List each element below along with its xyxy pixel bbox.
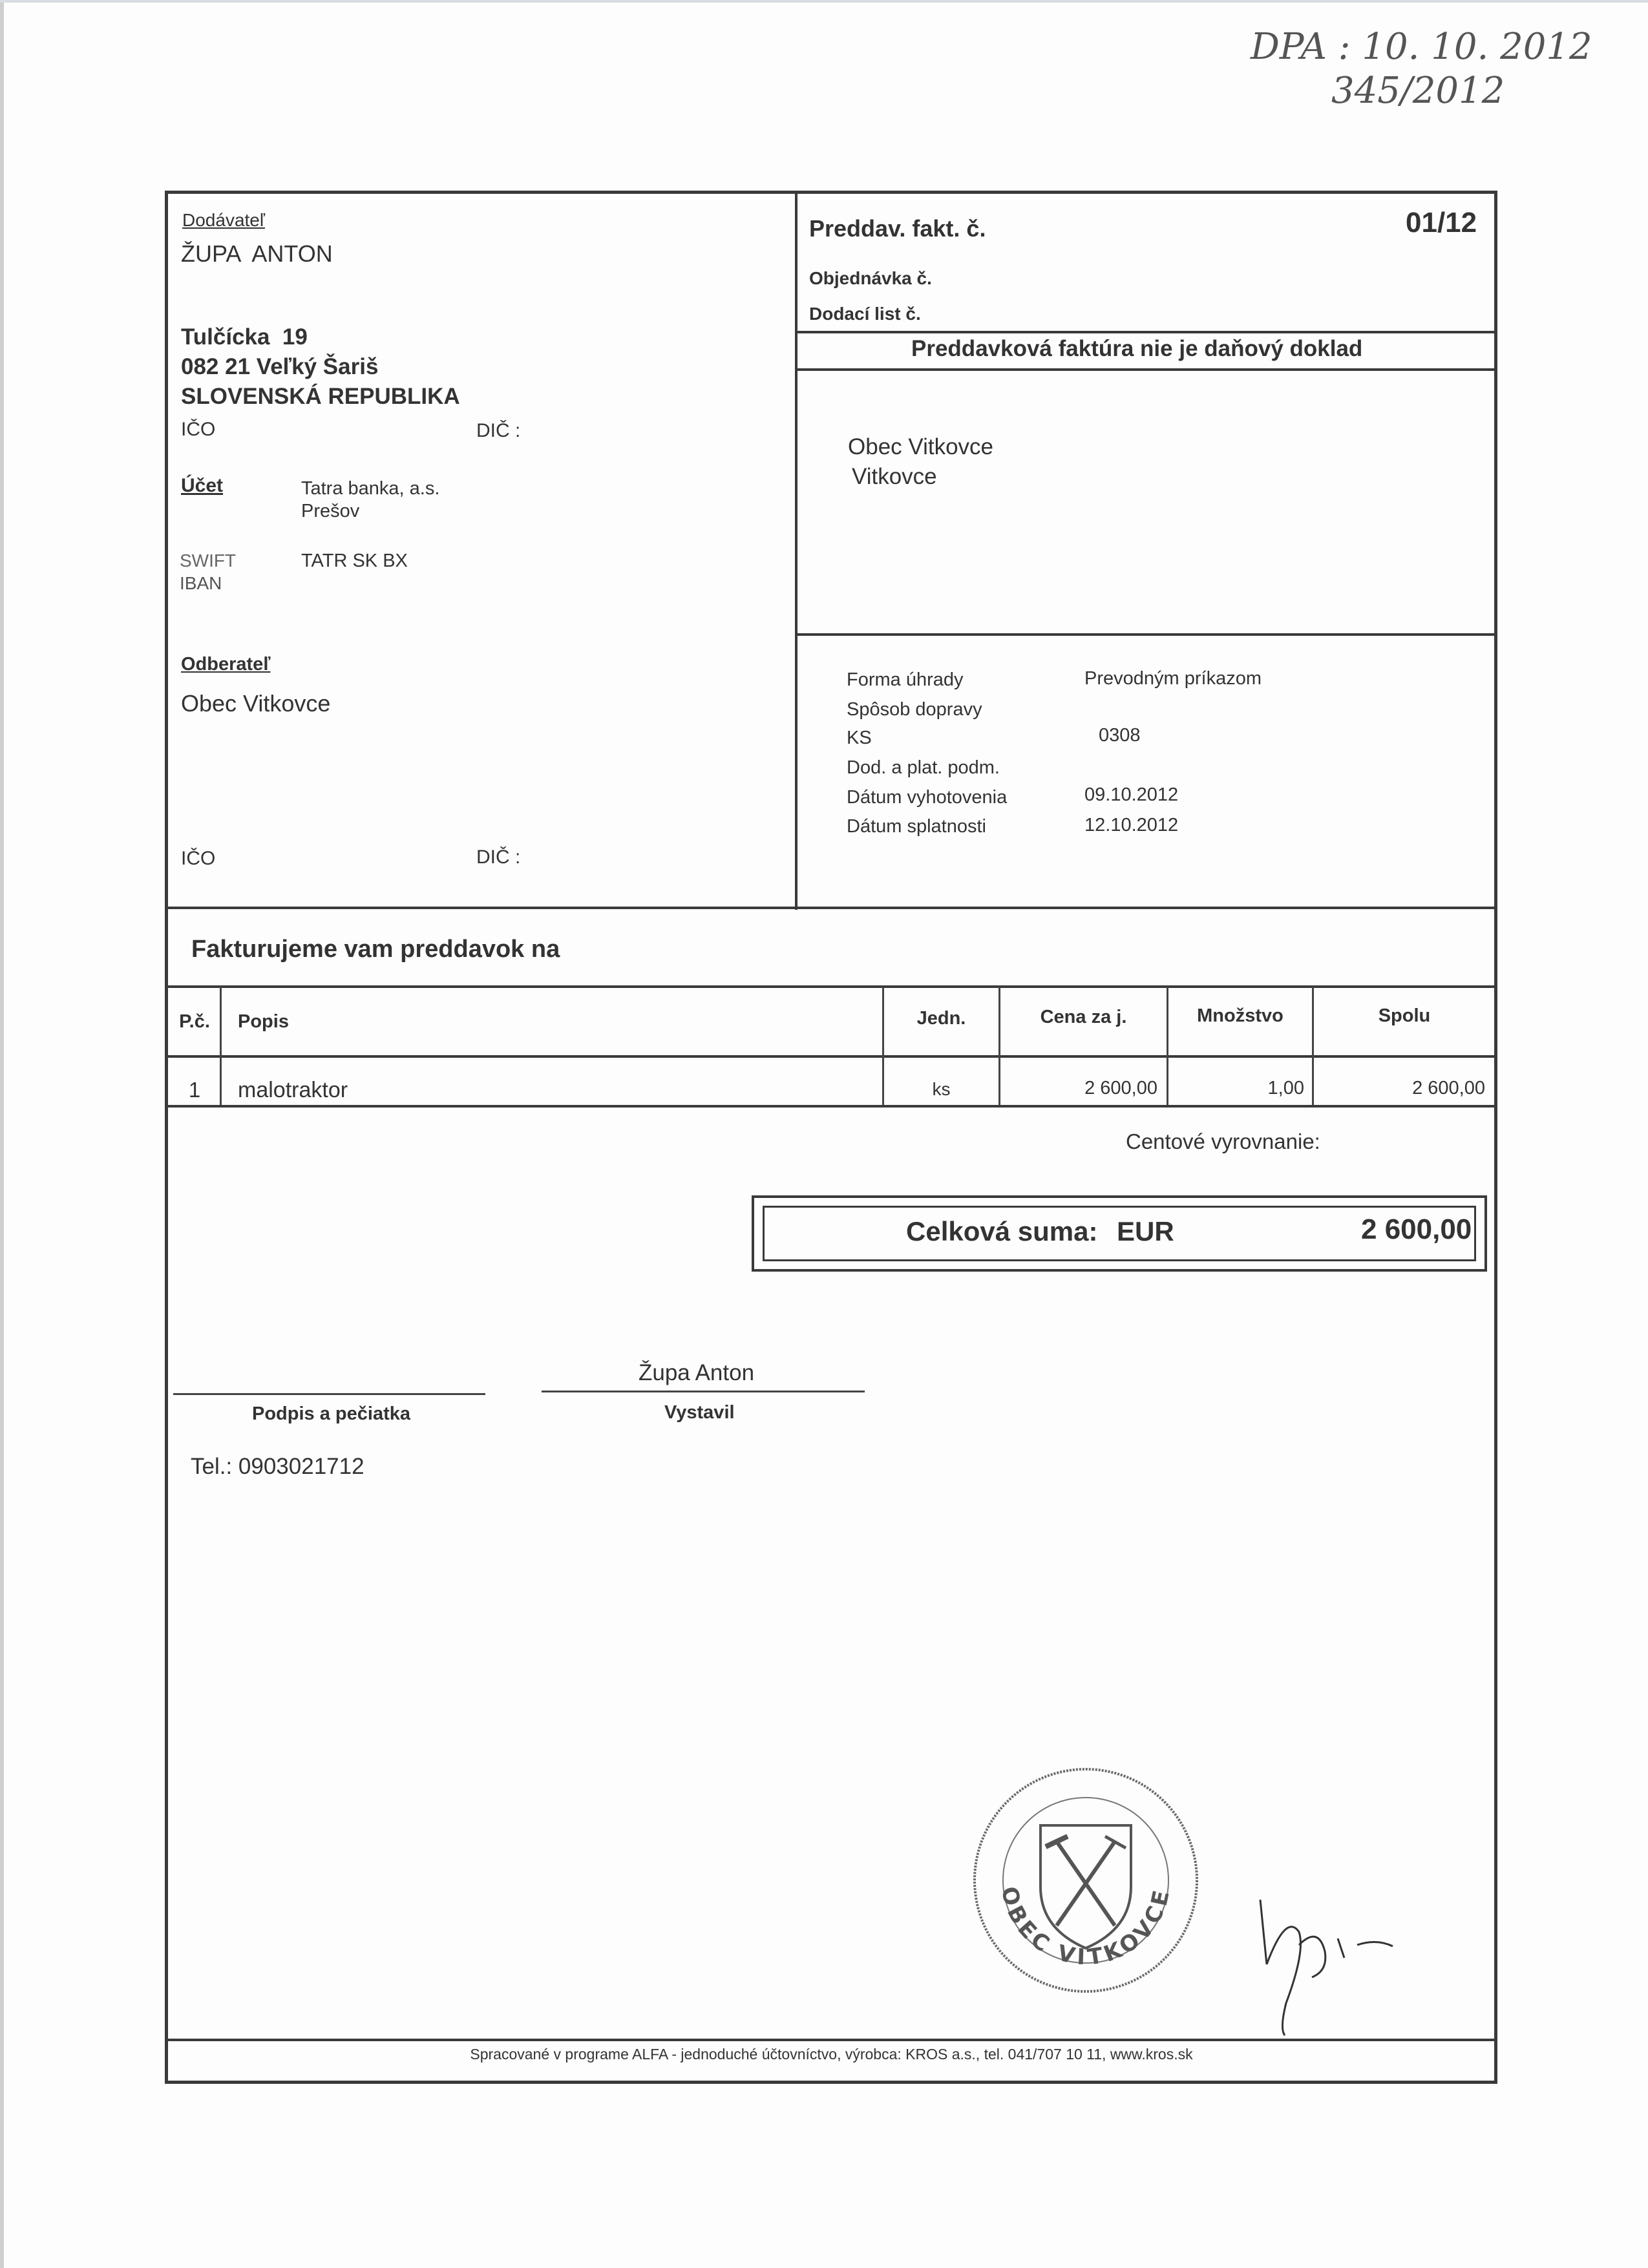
stamp-text: OBEC VITKOVCE: [995, 1884, 1176, 1971]
table-top-line: [167, 985, 1496, 988]
stamp-signature-line: [173, 1393, 485, 1395]
col-header-pc: P.č.: [179, 1011, 210, 1032]
footer-line: [167, 2039, 1496, 2041]
top-divider: [795, 193, 798, 910]
customer-heading: Odberateľ: [181, 654, 271, 675]
col-header-cena: Cena za j.: [1040, 1007, 1127, 1027]
issuer-label: Vystavil: [664, 1402, 735, 1423]
svg-text:OBEC VITKOVCE: [996, 1884, 1176, 1971]
supplier-street: Tulčícka 19: [181, 324, 308, 350]
payment-label-2: KS: [847, 728, 872, 748]
swift-value: TATR SK BX: [301, 551, 408, 571]
col-header-popis: Popis: [238, 1011, 289, 1032]
payment-label-0: Forma úhrady: [847, 669, 964, 690]
row-pc: 1: [188, 1078, 201, 1102]
row-jedn: ks: [932, 1079, 951, 1099]
col-header-jedn: Jedn.: [916, 1008, 966, 1029]
payment-value-4: 09.10.2012: [1084, 784, 1179, 805]
table-header-bottom: [167, 1055, 1496, 1058]
invoice-number: 01/12: [1406, 207, 1477, 238]
payment-value-2: 0308: [1099, 725, 1141, 746]
col-header-spolu: Spolu: [1378, 1005, 1431, 1026]
rounding-label: Centové vyrovnanie:: [1126, 1129, 1320, 1153]
total-amount: 2 600,00: [1361, 1213, 1472, 1245]
customer-ico-label: IČO: [181, 848, 216, 869]
col-header-mnozstvo: Množstvo: [1197, 1005, 1284, 1026]
notice-top-line: [796, 331, 1496, 333]
invoice-notice: Preddavková faktúra nie je daňový doklad: [911, 336, 1363, 361]
issuer-signature-line: [542, 1391, 865, 1392]
supplier-country: SLOVENSKÁ REPUBLIKA: [181, 384, 460, 409]
row-mnozstvo: 1,00: [1267, 1078, 1304, 1098]
bank-city: Prešov: [301, 501, 360, 521]
payment-value-0: Prevodným príkazom: [1084, 668, 1262, 689]
invoice-number-label: Preddav. fakt. č.: [809, 215, 986, 242]
supplier-dic-label: DIČ :: [476, 420, 521, 441]
intro-text: Fakturujeme vam preddavok na: [191, 936, 560, 963]
row-popis: malotraktor: [238, 1078, 348, 1102]
table-bottom-line: [167, 1105, 1496, 1108]
supplier-heading: Dodávateľ: [182, 210, 266, 230]
account-label: Účet: [181, 475, 224, 496]
issuer-name: Župa Anton: [639, 1360, 755, 1385]
municipal-stamp-icon: [969, 1764, 1202, 1997]
stamp-signature-label: Podpis a pečiatka: [252, 1403, 410, 1424]
signature-scribble-icon: [1247, 1874, 1402, 2042]
notice-bottom-line: [796, 368, 1496, 371]
handwritten-ref-note: 345/2012: [1331, 70, 1505, 112]
payment-label-5: Dátum splatnosti: [847, 816, 986, 837]
scan-left-edge: [0, 0, 4, 2268]
payment-label-4: Dátum vyhotovenia: [847, 787, 1008, 808]
total-label: Celková suma:: [906, 1216, 1098, 1246]
recipient-line1: Obec Vitkovce: [848, 434, 994, 459]
col-line-1: [220, 987, 222, 1105]
total-currency: EUR: [1117, 1216, 1174, 1246]
handwritten-date-note: DPA : 10. 10. 2012: [1251, 26, 1592, 68]
customer-dic-label: DIČ :: [476, 846, 521, 868]
iban-label: IBAN: [180, 573, 222, 593]
recipient-bottom-line: [796, 633, 1496, 636]
bank-name: Tatra banka, a.s.: [301, 478, 440, 499]
supplier-ico-label: IČO: [181, 419, 216, 440]
row-spolu: 2 600,00: [1412, 1078, 1485, 1098]
delivery-note-label: Dodací list č.: [809, 304, 921, 324]
recipient-line2: Vitkovce: [852, 464, 937, 489]
section-line: [167, 907, 1496, 909]
order-label: Objednávka č.: [809, 268, 932, 288]
row-cena: 2 600,00: [1084, 1078, 1157, 1098]
supplier-name: ŽUPA ANTON: [181, 240, 333, 267]
customer-name: Obec Vitkovce: [181, 690, 331, 717]
swift-label: SWIFT: [180, 551, 237, 571]
scan-top-edge: [0, 0, 1648, 3]
payment-label-1: Spôsob dopravy: [847, 699, 982, 720]
supplier-city: 082 21 Veľký Šariš: [181, 354, 379, 379]
footer-text: Spracované v programe ALFA - jednoduché účtovníctvo, výrobca: KROS a.s., tel. 041/707 10 11, www.kros.sk: [470, 2046, 1193, 2063]
payment-label-3: Dod. a plat. podm.: [847, 757, 1000, 778]
phone-number: Tel.: 0903021712: [191, 1454, 364, 1479]
payment-value-5: 12.10.2012: [1084, 815, 1179, 835]
